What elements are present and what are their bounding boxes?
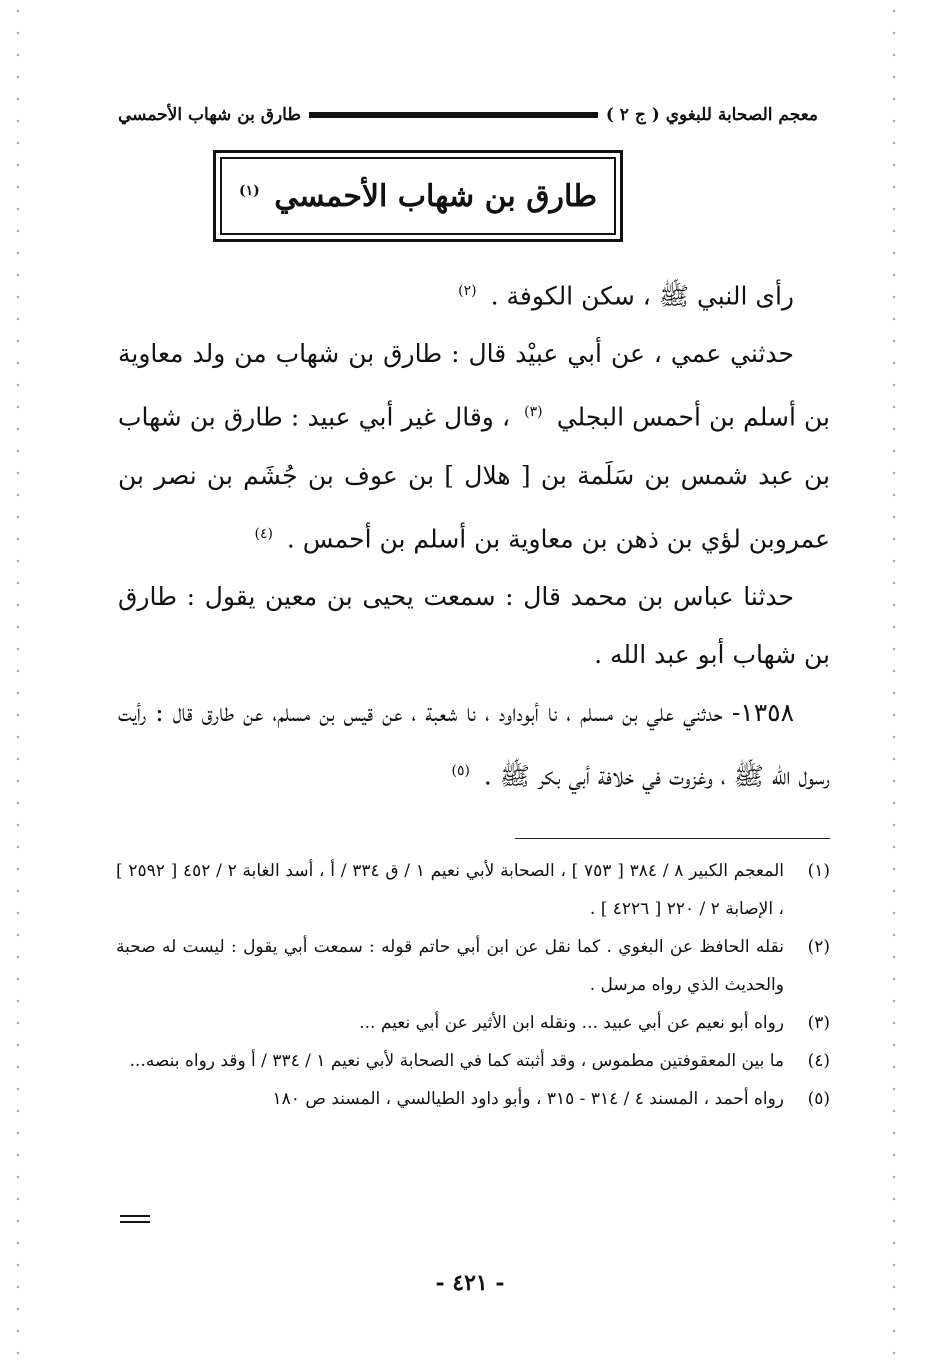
footnote-text: المعجم الكبير ٨ / ٣٨٤ [ ٧٥٣ ] ، الصحابة لأبي نعيم ١ / ق ٣٣٤ / أ ، أسد الغابة ٢ / ٤٥٢ [ ٢٥٩٢ ] ، الإصابة ٢ / ٢٢٠ [ ٤٢٢٦ ] . [116,861,784,919]
footnote-text: رواه أبو نعيم عن أبي عبيد ... ونقله ابن الأثير عن أبي نعيم ... [359,1013,784,1033]
footnote-number: (٢) [807,937,830,957]
footnote-ref-2: (٢) [458,283,477,299]
footnote [116,1004,830,1042]
paragraph-3 [118,568,830,684]
footnote-text: ما بين المعقوفتين مطموس ، وقد أثبته كما في الصحابة لأبي نعيم ١ / ٣٣٤ / أ وقد رواه بنصه... [129,1051,784,1071]
page-number: - ٤٢١ - [435,1270,505,1296]
footnote-ref-5: (٥) [451,762,470,779]
body-text [118,262,830,805]
footnote-ref-3: (٣) [524,404,543,421]
entry-title-footnote-ref: (١) [239,182,260,199]
footnotes [116,852,830,1118]
footnote [116,852,830,928]
continuation-mark-2 [120,1221,150,1223]
footnote-text: نقله الحافظ عن البغوي . كما نقل عن ابن أبي حاتم قوله : سمعت أبي يقول : ليست له صحبة والحديث الذي رواه مرسل . [116,937,784,995]
footnote-ref-4: (٤) [254,525,273,542]
entry-title [239,179,597,214]
running-header [118,98,818,132]
footnote-number: (٣) [807,1013,830,1033]
continuation-mark [120,1215,150,1217]
title-box [213,150,623,242]
footnote [116,1042,830,1080]
entry-title-text: طارق بن شهاب الأحمسي [274,178,597,214]
paragraph-2-text-b: ، وقال غير أبي عبيد : طارق بن شهاب بن عبد شمس بن سَلَمة بن [ هلال ] بن عوف بن جُشَم بن نصر بن عمروبن لؤي بن ذهن بن معاوية بن أسلم بن أحمس . [118,402,830,553]
paragraph-2 [118,325,830,568]
margin-dots-right [892,0,896,1366]
footnote-number: (٥) [807,1089,830,1109]
paragraph-1-text: رأى النبي ﷺ ، سكن الكوفة . [490,281,794,311]
paragraph-4 [118,684,830,805]
footnote [116,1080,830,1118]
footnote-text: رواه أحمد ، المسند ٤ / ٣١٤ - ٣١٥ ، وأبو داود الطيالسي ، المسند ص ١٨٠ [272,1089,784,1109]
footnote-separator [515,838,830,839]
running-header-rule [309,112,598,118]
running-header-book: معجم الصحابة للبغوي ( ج ٢ ) [605,105,818,125]
footnote [116,928,830,1004]
paragraph-2-text-a: حدثني عمي ، عن أبي عبيْد قال : طارق بن شهاب من ولد معاوية بن أسلم بن أحمس البجلي [118,339,830,432]
footnote-number: (٤) [807,1051,830,1071]
paragraph-1 [118,262,830,325]
paragraph-3-text: حدثنا عباس بن محمد قال : سمعت يحيى بن معين يقول : طارق بن شهاب أبو عبد الله . [118,581,830,669]
margin-dots-left [16,0,20,1366]
paragraph-4-text: ١٣٥٨- حدثني علي بن مسلم ، نا أبوداود ، نا شعبة ، عن قيس بن مسلم، عن طارق قال : رأيت رسول الله ﷺ ، وغزوت في خلافة أبي بكر ﷺ . [118,697,830,791]
footnote-number: (١) [807,861,830,881]
running-header-section: طارق بن شهاب الأحمسي [118,105,301,125]
